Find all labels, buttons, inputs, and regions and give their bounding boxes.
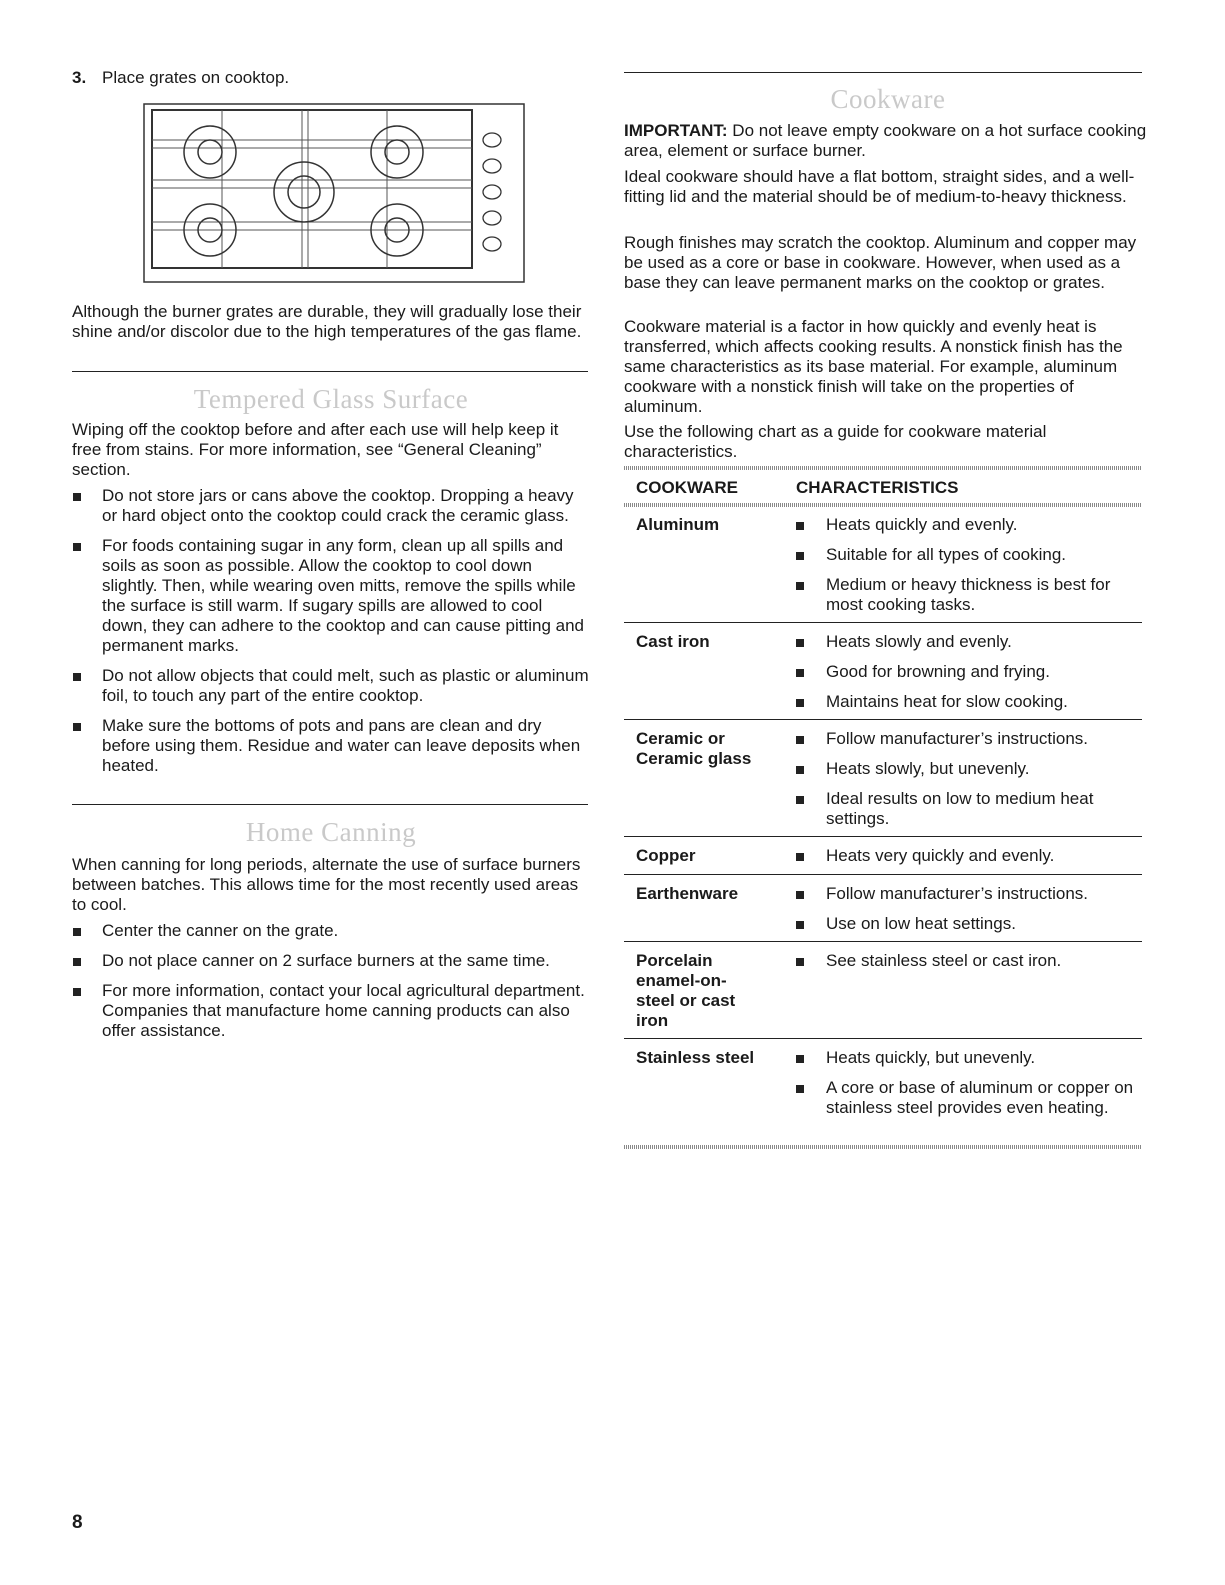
- list-item: Do not place canner on 2 surface burners at the same time.: [72, 951, 590, 971]
- list-item: Follow manufacturer’s instructions.: [796, 729, 1136, 749]
- column-header-characteristics: CHARACTERISTICS: [796, 478, 959, 497]
- row-name: Cast iron: [636, 632, 710, 651]
- list-item: Maintains heat for slow cooking.: [796, 692, 1136, 712]
- row-name: Stainless steel: [636, 1048, 755, 1067]
- important-label: IMPORTANT:: [624, 121, 728, 140]
- row-name: Copper: [636, 846, 696, 865]
- step-text: Place grates on cooktop.: [102, 68, 290, 87]
- cookware-paragraph-4: Use the following chart as a guide for cookware material characteristics.: [624, 422, 1047, 461]
- column-header-cookware: COOKWARE: [636, 478, 738, 497]
- step-3: [72, 68, 289, 88]
- tempered-bullet-list: [72, 486, 590, 776]
- list-item: Do not allow objects that could melt, such as plastic or aluminum foil, to touch any part of the entire cooktop.: [72, 666, 590, 706]
- row-name: Earthenware: [636, 884, 739, 903]
- row-divider: [624, 874, 1142, 875]
- section-divider: [72, 371, 588, 372]
- table-top-border: [624, 466, 1142, 470]
- cookware-title: Cookware: [830, 84, 946, 114]
- canning-bullet-list: [72, 921, 590, 1041]
- list-item: Ideal results on low to medium heat settings.: [796, 789, 1136, 829]
- section-divider: [72, 804, 588, 805]
- list-item: Center the canner on the grate.: [72, 921, 590, 941]
- cookware-paragraph-1: Ideal cookware should have a flat bottom, straight sides, and a well-fitting lid and the material should be of medium-to-heavy thickness.: [624, 167, 1135, 206]
- table-header-border: [624, 503, 1142, 507]
- list-item: See stainless steel or cast iron.: [796, 951, 1136, 971]
- list-item: Make sure the bottoms of pots and pans are clean and dry before using them. Residue and water can leave deposits when heated.: [72, 716, 590, 776]
- row-divider: [624, 836, 1142, 837]
- list-item: A core or base of aluminum or copper on stainless steel provides even heating.: [796, 1078, 1136, 1118]
- tempered-intro: Wiping off the cooktop before and after each use will help keep it free from stains. For more information, see “General Cleaning” section.: [72, 420, 559, 479]
- list-item: Follow manufacturer’s instructions.: [796, 884, 1136, 904]
- list-item: Heats slowly, but unevenly.: [796, 759, 1136, 779]
- cooktop-grates-illustration: [72, 100, 532, 290]
- row-name: Ceramic or Ceramic glass: [636, 729, 752, 768]
- row-name: Aluminum: [636, 515, 720, 534]
- row-divider: [624, 719, 1142, 720]
- grates-paragraph: Although the burner grates are durable, they will gradually lose their shine and/or discolor due to the high temperatures of the gas flame.: [72, 302, 582, 341]
- list-item: Do not store jars or cans above the cooktop. Dropping a heavy or hard object onto the cooktop could crack the ceramic glass.: [72, 486, 590, 526]
- page-number: 8: [72, 1512, 83, 1533]
- section-divider: [624, 72, 1142, 73]
- cookware-paragraph-3: Cookware material is a factor in how quickly and evenly heat is transferred, which affects cooking results. A nonstick finish has the same characteristics as its base material. For example, aluminum cookware with a nonstick finish will take on the properties of aluminum.: [624, 317, 1123, 416]
- step-number: 3.: [72, 68, 87, 87]
- list-item: Heats very quickly and evenly.: [796, 846, 1136, 866]
- list-item: Heats quickly, but unevenly.: [796, 1048, 1136, 1068]
- cookware-paragraph-2: Rough finishes may scratch the cooktop. Aluminum and copper may be used as a core or base in cookware. However, when used as a base they can leave permanent marks on the cooktop or grates.: [624, 233, 1137, 292]
- list-item: Heats quickly and evenly.: [796, 515, 1136, 535]
- list-item: For foods containing sugar in any form, clean up all spills and soils as soon as possible. Allow the cooktop to cool down slightly. Then, while wearing oven mitts, remove the spills while the surface is still warm. If sugary spills are allowed to cool down, they can adhere to the cooktop and can cause pitting and permanent marks.: [72, 536, 590, 656]
- important-note: [624, 121, 1152, 161]
- list-item: Medium or heavy thickness is best for most cooking tasks.: [796, 575, 1136, 615]
- row-divider: [624, 941, 1142, 942]
- canning-intro: When canning for long periods, alternate the use of surface burners between batches. This allows time for the most recently used areas to cool.: [72, 855, 581, 914]
- list-item: For more information, contact your local agricultural department. Companies that manufacture home canning products can also offer assistance.: [72, 981, 590, 1041]
- tempered-glass-title: Tempered Glass Surface: [193, 384, 469, 414]
- list-item: Use on low heat settings.: [796, 914, 1136, 934]
- row-divider: [624, 622, 1142, 623]
- list-item: Heats slowly and evenly.: [796, 632, 1136, 652]
- table-bottom-border: [624, 1145, 1142, 1149]
- list-item: Good for browning and frying.: [796, 662, 1136, 682]
- list-item: Suitable for all types of cooking.: [796, 545, 1136, 565]
- row-name: Porcelain enamel-on-steel or cast iron: [636, 951, 736, 1030]
- home-canning-title: Home Canning: [245, 817, 417, 847]
- important-text: Do not leave empty cookware on a hot surface cooking area, element or surface burner.: [624, 121, 1147, 160]
- row-divider: [624, 1038, 1142, 1039]
